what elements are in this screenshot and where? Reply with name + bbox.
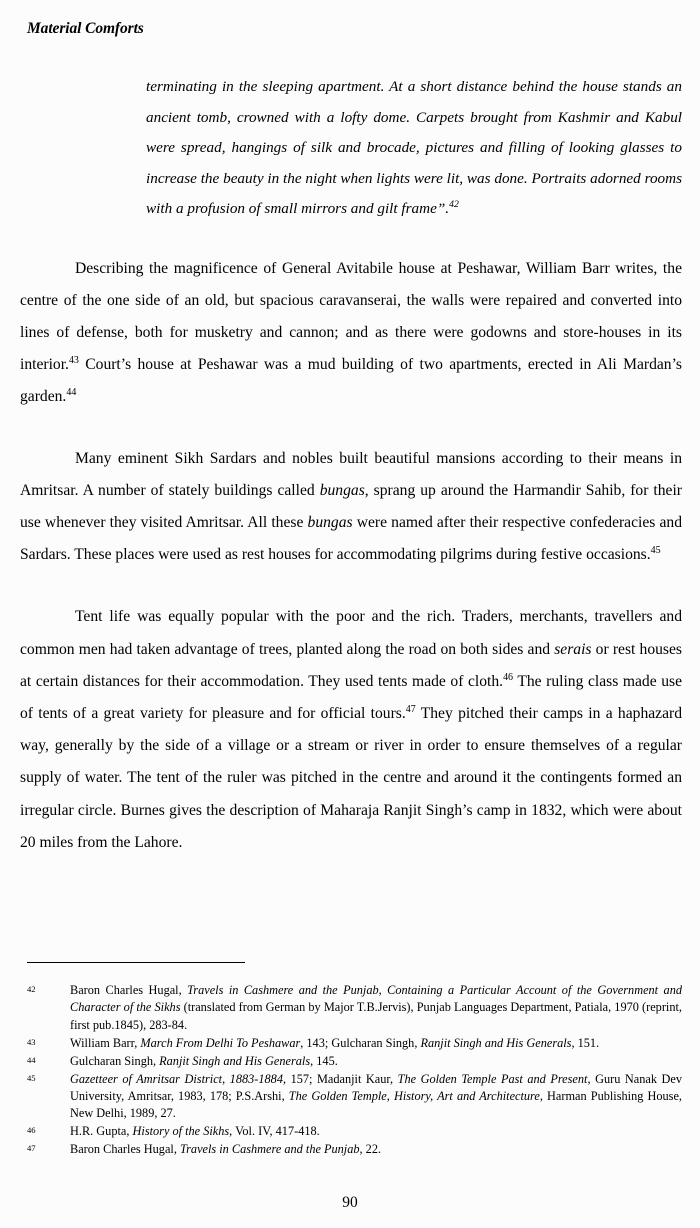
- footnote-46: [20, 1123, 682, 1140]
- term-bungas-2: bungas: [307, 513, 353, 531]
- paragraph-tent-life: [20, 601, 682, 859]
- term-serais: serais: [554, 640, 592, 658]
- footnote-46-seg-2: Vol. IV, 417-418.: [232, 1124, 320, 1139]
- footnote-marker-45[interactable]: 45: [650, 544, 661, 556]
- spacer: [20, 414, 682, 443]
- footnote-43-seg-3: , 151.: [571, 1035, 600, 1050]
- spacer: [20, 225, 682, 253]
- footnote-46-seg-1: H.R. Gupta,: [70, 1124, 133, 1139]
- footnote-46-title-1: History of the Sikhs,: [132, 1124, 233, 1139]
- footnote-42-title-1: Travels in Cashmere and the Punjab, Containing a Particular Account of the Government and Character of the Sikhs: [70, 983, 683, 1015]
- footnote-marker-46[interactable]: 46: [503, 671, 514, 683]
- footnote-43-number: 43: [27, 1036, 36, 1047]
- footnote-marker-44[interactable]: 44: [66, 387, 77, 399]
- footnote-43-title-2: Ranjit Singh and His Generals: [420, 1035, 572, 1050]
- paragraph-sardars-text-3: were named after their respective confederacies and Sardars. These places were used as rest houses for accommodating pilgrims during festive occasions.: [20, 513, 683, 564]
- footnote-45-seg-2: , Guru Nanak Dev University, Amritsar, 1983, 178; P.S.Arshi,: [70, 1071, 682, 1103]
- footnote-47-text: [70, 1141, 682, 1158]
- footnote-47: [20, 1141, 682, 1158]
- spacer: [20, 571, 682, 601]
- paragraph-tent-life-text-4: They pitched their camps in a haphazard way, generally by the side of a village or a stream or river in order to ensure themselves of a regular supply of water. The tent of the ruler was pitched in the centre and around it the contingents formed an irregular circle. Burnes gives the description of Maharaja Ranjit Singh’s camp in 1832, which were about 20 miles from the Lahore.: [20, 704, 682, 851]
- footnote-42-number: 42: [27, 984, 36, 994]
- paragraph-avitabile-text-1: Describing the magnificence of General Avitabile house at Peshawar, William Barr writes, the centre of the one side of an old, but spacious caravanserai, the walls were repaired and converted into lines of defense, both for musketry and cannon; and as there were godowns and store-houses in its interior.: [20, 259, 682, 374]
- footnote-separator-rule: [27, 962, 245, 963]
- footnote-45-seg-1: , 157; Madanjit Kaur,: [282, 1071, 398, 1086]
- footnote-43-text: [70, 1035, 682, 1052]
- paragraph-tent-life-text-1: Tent life was equally popular with the poor and the rich. Traders, merchants, travellers and common men had taken advantage of trees, planted along the road on both sides and: [20, 608, 682, 658]
- footnote-43-title-1: March From Delhi To Peshawar: [140, 1035, 301, 1050]
- footnote-marker-43[interactable]: 43: [68, 354, 79, 366]
- footnote-47-number: 47: [27, 1143, 36, 1154]
- footnote-42-text: [70, 982, 682, 1034]
- block-quotation: [146, 72, 682, 225]
- footnote-list: [20, 982, 682, 1159]
- footnote-43-seg-2: , 143; Gulcharan Singh,: [300, 1035, 421, 1050]
- footnote-44-text: [70, 1053, 682, 1070]
- quote-line-4: brocade, pictures and filling of looking glasses to increase the: [146, 139, 682, 187]
- footnote-42: [20, 982, 682, 1034]
- page-number: 90: [342, 1194, 358, 1211]
- footnote-44-title-1: Ranjit Singh and His Generals: [159, 1053, 311, 1068]
- footnote-42-seg-2: (translated from German by Major T.B.Jervis), Punjab Languages Department, Patiala, 1970 (reprint, first pub.1845), 283-84.: [70, 1000, 682, 1032]
- quote-line-6: rooms with a profusion of small mirrors and gilt frame”.: [146, 169, 683, 217]
- quote-line-1: terminating in the sleeping apartment. At a short distance behind the: [146, 78, 578, 95]
- footnote-43-seg-1: William Barr,: [70, 1035, 141, 1050]
- footnote-45: [20, 1071, 682, 1123]
- footnote-44-seg-1: Gulcharan Singh,: [70, 1053, 160, 1068]
- paragraph-tent-life-text-2: or rest houses at certain distances for their accommodation. They used tents made of cloth.: [20, 640, 682, 690]
- page-content: [20, 72, 682, 859]
- footnote-44-number: 44: [27, 1054, 36, 1065]
- footnote-45-title-2: The Golden Temple Past and Present: [397, 1071, 588, 1086]
- footnote-46-number: 46: [27, 1125, 36, 1136]
- footnote-45-number: 45: [27, 1072, 36, 1083]
- quote-line-3: brought from Kashmir and Kabul were spread, hangings of silk and: [146, 108, 683, 156]
- footnote-44: [20, 1053, 682, 1070]
- quote-line-5: beauty in the night when lights were lit, was done. Portraits adorned: [223, 169, 641, 187]
- footnote-46-text: [70, 1123, 682, 1140]
- footnote-47-seg-2: , 22.: [359, 1142, 382, 1157]
- running-head: Material Comforts: [27, 20, 144, 37]
- term-bungas-1: bungas: [319, 481, 365, 499]
- footnote-47-title-1: Travels in Cashmere and the Punjab: [179, 1142, 360, 1157]
- paragraph-tent-life-text-3: The ruling class made use of tents of a great variety for pleasure and for official tours.: [20, 672, 682, 722]
- footnote-marker-42[interactable]: 42: [449, 198, 459, 210]
- footnote-43: [20, 1035, 682, 1052]
- footnote-45-title-1: Gazetteer of Amritsar District, 1883-1884: [70, 1071, 283, 1086]
- footnote-44-seg-2: , 145.: [310, 1053, 338, 1068]
- footnote-45-title-3: The Golden Temple, History, Art and Architecture: [288, 1088, 540, 1103]
- paragraph-avitabile-text-2: Court’s house at Peshawar was a mud building of two apartments, erected in Ali Mardan’s garden.: [20, 356, 682, 406]
- footnote-45-text: [70, 1071, 682, 1123]
- quote-line-2: house stands an ancient tomb, crowned with a lofty dome. Carpets: [146, 78, 682, 126]
- footnote-47-seg-1: Baron Charles Hugal,: [70, 1142, 180, 1157]
- paragraph-avitabile: [20, 253, 682, 414]
- footnote-marker-47[interactable]: 47: [405, 703, 416, 715]
- paragraph-sardars-text-2: , sprang up around the Harmandir Sahib, for their use whenever they visited Amritsar. All these: [20, 481, 683, 531]
- footnote-45-seg-3: , Harman Publishing House, New Delhi, 1989, 27.: [70, 1088, 682, 1121]
- paragraph-sardars: [20, 443, 682, 572]
- paragraph-sardars-text-1: Many eminent Sikh Sardars and nobles built beautiful mansions according to their means in Amritsar. A number of stately buildings called: [20, 449, 682, 499]
- footnote-42-seg-1: Baron Charles Hugal,: [70, 983, 188, 997]
